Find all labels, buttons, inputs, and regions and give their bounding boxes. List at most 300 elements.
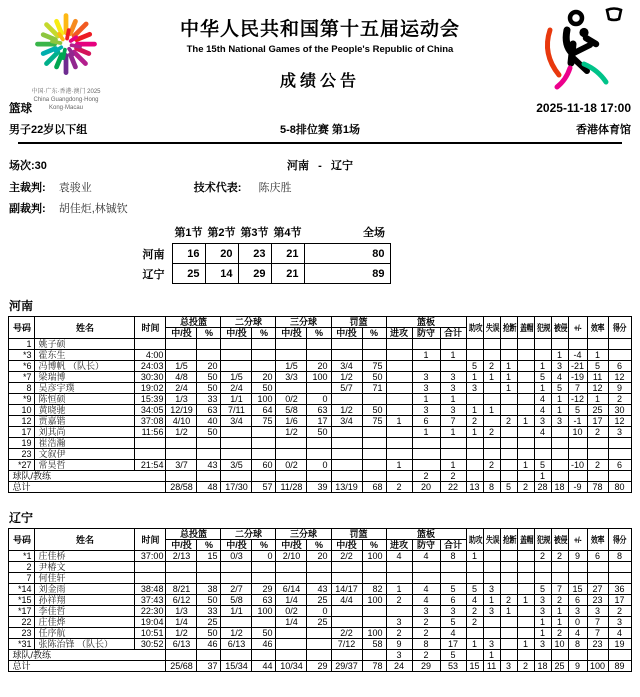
q1-header: 第1节 <box>174 227 203 239</box>
stat-cell-p2_pct <box>252 427 276 438</box>
stat-cell-to: 1 <box>483 650 500 661</box>
stat-cell-to: 11 <box>483 661 500 672</box>
stat-cell-or: 9 <box>386 639 412 650</box>
stat-cell-tr: 8 <box>440 551 466 562</box>
stat-cell-fg: 2/4 <box>166 383 197 394</box>
col-header-rebounds: 篮板 <box>386 529 466 540</box>
stat-cell-to: 8 <box>483 482 500 493</box>
stat-cell-fg <box>166 471 197 482</box>
stat-cell-dr: 3 <box>412 383 440 394</box>
stat-cell-time: 10:51 <box>135 628 166 639</box>
col-header-free-throw: 罚篮 <box>331 529 386 540</box>
stat-cell-dr: 1 <box>412 427 440 438</box>
stat-cell-ft <box>331 394 362 405</box>
stat-cell-tr <box>440 339 466 350</box>
stat-cell-stl <box>500 394 517 405</box>
stat-cell-fg: 12/19 <box>166 405 197 416</box>
stat-cell-fd: 25 <box>551 661 568 672</box>
stat-cell-or: 24 <box>386 661 412 672</box>
stat-cell-blk <box>517 427 534 438</box>
stat-cell-tr: 3 <box>440 405 466 416</box>
stat-cell-p2_pct: 50 <box>252 383 276 394</box>
stat-cell-p2 <box>221 617 252 628</box>
stat-cell-blk <box>517 471 534 482</box>
stat-cell-p2: 3/5 <box>221 460 252 471</box>
player-row <box>9 595 631 606</box>
stat-cell-p3 <box>276 449 307 460</box>
stat-cell-no: 23 <box>9 628 35 639</box>
page-title: 中华人民共和国第十五届运动会 <box>179 19 460 40</box>
stat-cell-ft <box>331 617 362 628</box>
stat-cell-ast: 1 <box>466 405 483 416</box>
stat-cell-p2_pct <box>252 573 276 584</box>
stat-cell-fg_pct: 48 <box>197 482 221 493</box>
stat-cell-to <box>483 449 500 460</box>
stat-cell-pts <box>608 573 631 584</box>
q3-header: 第3节 <box>240 227 269 239</box>
stat-cell-fg: 1/3 <box>166 606 197 617</box>
stat-cell-name: 霍东生 <box>35 350 135 361</box>
player-row <box>9 394 631 405</box>
stat-cell-or <box>386 405 412 416</box>
stat-cell-stl <box>500 617 517 628</box>
header-divider <box>18 142 622 144</box>
stat-cell-p3_pct: 0 <box>307 606 331 617</box>
stat-cell-pm: -4 <box>568 350 587 361</box>
stat-cell-pm <box>568 471 587 482</box>
col-header-turnovers: 失误 <box>483 317 500 339</box>
stat-cell-p3_pct: 39 <box>307 482 331 493</box>
stat-cell-fd: 2 <box>551 595 568 606</box>
stat-cell-eff: 7 <box>587 617 608 628</box>
stat-cell-eff: 1 <box>587 350 608 361</box>
stat-cell-tr: 5 <box>440 617 466 628</box>
stat-cell-pf <box>534 438 551 449</box>
quarter-score: 20 <box>205 244 238 264</box>
col-header-three-pt: 三分球 <box>276 317 331 328</box>
stat-cell-ft_pct: 100 <box>362 551 386 562</box>
stat-cell-ft_pct <box>362 573 386 584</box>
stat-cell-blk: 1 <box>517 595 534 606</box>
stat-cell-fd <box>551 438 568 449</box>
stat-cell-ft <box>331 471 362 482</box>
stat-cell-time <box>135 562 166 573</box>
stat-cell-p2_pct: 57 <box>252 482 276 493</box>
stat-cell-pm: 4 <box>568 628 587 639</box>
stat-cell-p2: 1/2 <box>221 628 252 639</box>
subheader-def-reb: 防守 <box>412 328 440 339</box>
stat-cell-no: *7 <box>9 372 35 383</box>
stat-cell-stl <box>500 449 517 460</box>
stat-cell-tr: 2 <box>440 471 466 482</box>
col-header-number: 号码 <box>9 317 35 339</box>
player-row <box>9 584 631 595</box>
col-header-free-throw: 罚篮 <box>331 317 386 328</box>
stat-cell-pm: -21 <box>568 361 587 372</box>
stat-cell-time <box>135 339 166 350</box>
stat-cell-or: 1 <box>386 416 412 427</box>
stat-cell-ft_pct: 58 <box>362 639 386 650</box>
stat-cell-eff: 25 <box>587 405 608 416</box>
stat-cell-fg_pct <box>197 573 221 584</box>
stat-cell-eff <box>587 471 608 482</box>
stat-cell-stl <box>500 438 517 449</box>
stat-cell-ft_pct: 75 <box>362 361 386 372</box>
stat-cell-pf: 18 <box>534 661 551 672</box>
stat-cell-or <box>386 394 412 405</box>
stat-cell-p2_pct: 100 <box>252 606 276 617</box>
stat-cell-time <box>135 449 166 460</box>
player-row <box>9 617 631 628</box>
quarter-score: 14 <box>205 264 238 284</box>
subheader-made-att: 中/投 <box>221 540 252 551</box>
stat-cell-fg_pct <box>197 438 221 449</box>
stat-cell-pf: 1 <box>534 361 551 372</box>
stat-cell-p2 <box>221 427 252 438</box>
stat-cell-dr: 4 <box>412 584 440 595</box>
stat-cell-p3_pct: 50 <box>307 427 331 438</box>
stat-cell-eff <box>587 573 608 584</box>
stat-cell-or: 2 <box>386 482 412 493</box>
stat-cell-or: 2 <box>386 628 412 639</box>
stat-cell-pts <box>608 562 631 573</box>
stat-cell-dr: 8 <box>412 639 440 650</box>
col-header-turnovers: 失误 <box>483 529 500 551</box>
stat-cell-or: 1 <box>386 460 412 471</box>
stat-cell-dr: 1 <box>412 394 440 405</box>
stat-cell-ft_pct <box>362 617 386 628</box>
stat-cell-ast: 2 <box>466 416 483 427</box>
stat-cell-pts <box>608 438 631 449</box>
stat-cell-pm: 0 <box>568 617 587 628</box>
stat-cell-time: 38:48 <box>135 584 166 595</box>
stat-cell-pts <box>608 650 631 661</box>
stat-cell-name: 常昊哲 <box>35 460 135 471</box>
stat-cell-p3 <box>276 471 307 482</box>
stat-cell-p3_pct: 25 <box>307 617 331 628</box>
stat-cell-pf: 4 <box>534 405 551 416</box>
total-row <box>9 482 631 493</box>
box-score-table-henan <box>8 316 631 493</box>
stat-cell-tr: 22 <box>440 482 466 493</box>
stat-cell-blk <box>517 350 534 361</box>
stat-cell-pts: 17 <box>608 595 631 606</box>
stat-cell-time: 37:00 <box>135 551 166 562</box>
stat-cell-ast: 4 <box>466 595 483 606</box>
stat-cell-ast <box>466 573 483 584</box>
stat-cell-ast: 1 <box>466 427 483 438</box>
stat-cell-time: 11:56 <box>135 427 166 438</box>
stat-cell-pts: 30 <box>608 405 631 416</box>
stat-cell-ast <box>466 339 483 350</box>
stat-cell-p2_pct: 44 <box>252 661 276 672</box>
stat-cell-pf: 3 <box>534 416 551 427</box>
stat-cell-tr: 7 <box>440 416 466 427</box>
stat-cell-fg_pct <box>197 471 221 482</box>
stat-cell-dr: 1 <box>412 350 440 361</box>
quarter-score-block <box>128 222 640 284</box>
stat-cell-blk <box>517 562 534 573</box>
subheader-def-reb: 防守 <box>412 540 440 551</box>
stat-cell-ast <box>466 628 483 639</box>
stat-cell-fd: 1 <box>551 606 568 617</box>
stat-cell-fg <box>166 573 197 584</box>
stat-cell-blk: 2 <box>517 661 534 672</box>
stat-cell-pf: 3 <box>534 606 551 617</box>
stat-cell-to: 3 <box>483 606 500 617</box>
stat-cell-fg: 4/8 <box>166 372 197 383</box>
stat-cell-p2_pct <box>252 339 276 350</box>
stat-cell-ast <box>466 449 483 460</box>
stat-cell-or <box>386 372 412 383</box>
stat-cell-to: 2 <box>483 427 500 438</box>
stat-cell-pts <box>608 449 631 460</box>
stat-cell-p2: 6/13 <box>221 639 252 650</box>
stat-cell-tr <box>440 562 466 573</box>
stat-cell-tr: 5 <box>440 584 466 595</box>
stat-cell-tr: 3 <box>440 372 466 383</box>
stat-cell-name: 尹椿文 <box>35 562 135 573</box>
stat-cell-ft <box>331 438 362 449</box>
tech-delegate-name: 陈庆胜 <box>258 182 292 194</box>
subheader-made-att: 中/投 <box>276 328 307 339</box>
stat-cell-fd: 10 <box>551 639 568 650</box>
stat-cell-stl <box>500 628 517 639</box>
stat-cell-p2_pct <box>252 350 276 361</box>
stat-cell-to: 1 <box>483 405 500 416</box>
subheader-made-att: 中/投 <box>331 540 362 551</box>
stat-cell-fd <box>551 573 568 584</box>
stat-cell-fd: 1 <box>551 405 568 416</box>
quarter-row <box>128 264 390 284</box>
stat-cell-time: 4:00 <box>135 350 166 361</box>
stat-cell-p3 <box>276 650 307 661</box>
stat-cell-ft <box>331 339 362 350</box>
stat-cell-or: 2 <box>386 595 412 606</box>
stat-cell-ft_pct: 100 <box>362 595 386 606</box>
stat-cell-time: 19:04 <box>135 617 166 628</box>
stat-cell-tr <box>440 449 466 460</box>
stat-cell-p3: 1/4 <box>276 595 307 606</box>
deputy-referee-label: 副裁判: <box>9 203 46 215</box>
stat-cell-no: *31 <box>9 639 35 650</box>
stat-cell-time: 24:03 <box>135 361 166 372</box>
stat-cell-ft: 7/12 <box>331 639 362 650</box>
stat-cell-pm: -9 <box>568 482 587 493</box>
subheader-pct: % <box>252 540 276 551</box>
stat-cell-time: 30:30 <box>135 372 166 383</box>
stat-cell-p3 <box>276 350 307 361</box>
stat-cell-p3: 5/8 <box>276 405 307 416</box>
stat-cell-fd <box>551 427 568 438</box>
stat-cell-pf <box>534 449 551 460</box>
stat-cell-blk <box>517 394 534 405</box>
stat-cell-fg_pct: 15 <box>197 551 221 562</box>
stat-cell-fg: 1/4 <box>166 617 197 628</box>
col-header-two-pt: 二分球 <box>221 317 276 328</box>
stat-cell-pts: 36 <box>608 584 631 595</box>
col-header-efficiency: 效率 <box>587 529 608 551</box>
stat-cell-tr: 53 <box>440 661 466 672</box>
stat-cell-fg: 2/13 <box>166 551 197 562</box>
stat-cell-fg: 6/12 <box>166 595 197 606</box>
stat-cell-eff <box>587 650 608 661</box>
stat-cell-to: 3 <box>483 639 500 650</box>
stat-cell-ast: 13 <box>466 482 483 493</box>
stat-cell-fd: 2 <box>551 551 568 562</box>
stat-cell-stl: 2 <box>500 595 517 606</box>
stat-cell-ast: 3 <box>466 383 483 394</box>
stat-cell-p2_pct: 60 <box>252 460 276 471</box>
stat-cell-ast: 5 <box>466 584 483 595</box>
stat-cell-eff: 100 <box>587 661 608 672</box>
stat-cell-name: 吴彦宇璞 <box>35 383 135 394</box>
stat-cell-no: 2 <box>9 562 35 573</box>
stat-cell-no: *3 <box>9 350 35 361</box>
stat-cell-eff: 7 <box>587 628 608 639</box>
stat-cell-p3_pct <box>307 383 331 394</box>
subheader-pct: % <box>307 328 331 339</box>
stat-cell-fd: 1 <box>551 394 568 405</box>
stat-cell-eff: 1 <box>587 394 608 405</box>
stat-cell-fd <box>551 471 568 482</box>
stat-cell-no: *9 <box>9 394 35 405</box>
player-row <box>9 361 631 372</box>
stat-cell-stl: 1 <box>500 383 517 394</box>
col-header-time: 时间 <box>135 529 166 551</box>
subheader-made-att: 中/投 <box>276 540 307 551</box>
stat-cell-dr: 3 <box>412 372 440 383</box>
stat-cell-fg: 8/21 <box>166 584 197 595</box>
stat-cell-pm: 6 <box>568 595 587 606</box>
stat-cell-time: 34:05 <box>135 405 166 416</box>
stat-cell-ft: 14/17 <box>331 584 362 595</box>
stat-cell-ft <box>331 460 362 471</box>
deputy-referee-names: 胡佳炬,林铖钦 <box>58 203 128 215</box>
stat-cell-pf: 28 <box>534 482 551 493</box>
stat-cell-ast <box>466 394 483 405</box>
stat-cell-tr <box>440 438 466 449</box>
stat-cell-eff: 6 <box>587 551 608 562</box>
stat-cell-name: 孙祥翔 <box>35 595 135 606</box>
stat-cell-dr <box>412 573 440 584</box>
stat-cell-p2_pct: 63 <box>252 595 276 606</box>
stat-cell-dr: 2 <box>412 650 440 661</box>
stat-cell-p2: 2/4 <box>221 383 252 394</box>
stat-cell-or <box>386 562 412 573</box>
stat-cell-p3 <box>276 628 307 639</box>
stat-cell-fg_pct <box>197 650 221 661</box>
subheader-pct: % <box>362 540 386 551</box>
game-number: 场次:30 <box>9 160 47 172</box>
stat-cell-time: 37:43 <box>135 595 166 606</box>
stat-cell-stl: 3 <box>500 661 517 672</box>
stat-cell-eff: 2 <box>587 460 608 471</box>
stat-cell-fg_pct: 50 <box>197 372 221 383</box>
player-row <box>9 562 631 573</box>
quarter-rows <box>128 244 390 284</box>
stat-cell-name: 刘金雨 <box>35 584 135 595</box>
stat-cell-ft_pct <box>362 606 386 617</box>
stat-cell-pm: -12 <box>568 394 587 405</box>
box-table-body-1 <box>9 551 631 672</box>
stat-cell-ft <box>331 573 362 584</box>
stat-cell-time: 21:54 <box>135 460 166 471</box>
stat-cell-no: 17 <box>9 427 35 438</box>
stat-cell-ast: 1 <box>466 372 483 383</box>
stat-cell-name: 文叙伊 <box>35 449 135 460</box>
stat-cell-dr: 2 <box>412 617 440 628</box>
col-header-plusminus: +/- <box>568 317 587 339</box>
stat-cell-ft_pct: 78 <box>362 661 386 672</box>
stat-cell-p2_pct: 75 <box>252 416 276 427</box>
stat-cell-fg_pct: 33 <box>197 394 221 405</box>
stat-cell-p2 <box>221 650 252 661</box>
stat-cell-ft: 1/2 <box>331 405 362 416</box>
stat-cell-no: 10 <box>9 405 35 416</box>
stat-cell-dr <box>412 562 440 573</box>
stat-cell-no: *15 <box>9 595 35 606</box>
stat-cell-pf: 5 <box>534 584 551 595</box>
stat-cell-to <box>483 438 500 449</box>
stat-cell-ft_pct: 50 <box>362 372 386 383</box>
stat-cell-p3: 1/2 <box>276 427 307 438</box>
stat-cell-p3: 0/2 <box>276 394 307 405</box>
stat-cell-pm: 7 <box>568 383 587 394</box>
stat-cell-p3_pct: 0 <box>307 394 331 405</box>
stat-cell-p2_pct: 46 <box>252 639 276 650</box>
stat-cell-ft_pct <box>362 562 386 573</box>
games-emblem <box>16 8 116 112</box>
stat-cell-name: 梁瑞博 <box>35 372 135 383</box>
stat-cell-fd: 18 <box>551 482 568 493</box>
stat-cell-fg <box>166 350 197 361</box>
stat-cell-ft <box>331 606 362 617</box>
stat-cell-p2 <box>221 361 252 372</box>
stat-cell-ast <box>466 350 483 361</box>
stat-cell-name: 冯博帆 （队长） <box>35 361 135 372</box>
stat-cell-dr: 20 <box>412 482 440 493</box>
bulletin-title: 成绩公告 <box>279 73 360 90</box>
stat-cell-tr: 3 <box>440 383 466 394</box>
stat-cell-pm: 5 <box>568 405 587 416</box>
stat-cell-stl: 1 <box>500 606 517 617</box>
stat-cell-fg_pct: 37 <box>197 661 221 672</box>
stat-cell-tr <box>440 573 466 584</box>
stat-cell-pm <box>568 449 587 460</box>
stat-cell-p3: 1/5 <box>276 361 307 372</box>
stat-cell-stl: 2 <box>500 416 517 427</box>
stat-cell-p2 <box>221 438 252 449</box>
stat-cell-no: *14 <box>9 584 35 595</box>
stat-cell-pf: 1 <box>534 628 551 639</box>
col-header-fouls: 犯规 <box>534 317 551 339</box>
stat-cell-pf: 1 <box>534 383 551 394</box>
stat-cell-ft: 3/4 <box>331 416 362 427</box>
player-row <box>9 628 631 639</box>
stat-cell-fg <box>166 449 197 460</box>
stat-cell-p3 <box>276 438 307 449</box>
stat-cell-blk: 1 <box>517 639 534 650</box>
team-section-label-liaoning: 辽宁 <box>9 511 34 525</box>
stat-cell-pts <box>608 471 631 482</box>
stat-cell-or <box>386 438 412 449</box>
stat-cell-pm: 9 <box>568 661 587 672</box>
stat-cell-p3 <box>276 573 307 584</box>
subheader-made-att: 中/投 <box>221 328 252 339</box>
stat-cell-p3_pct <box>307 573 331 584</box>
quarter-score: 29 <box>238 264 271 284</box>
